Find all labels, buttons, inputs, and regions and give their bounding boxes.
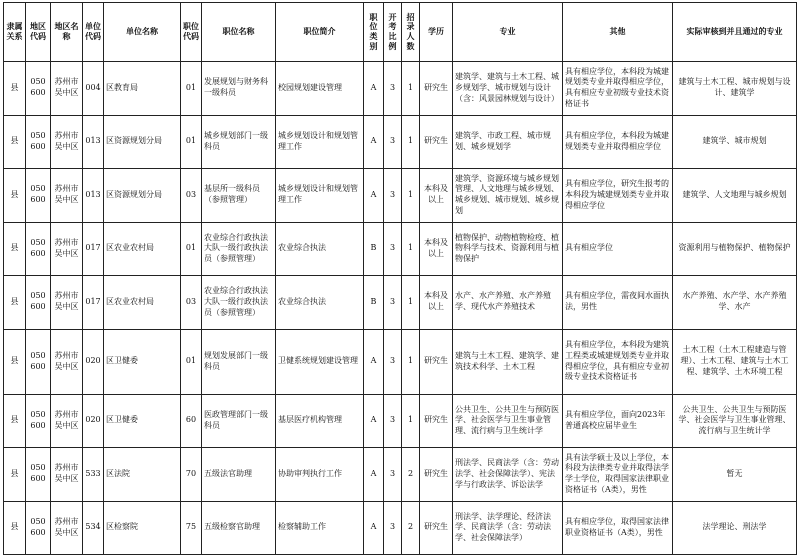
table-cell: 植物保护、动物植物检疫、植物科学与技术、资源利用与植物保护 xyxy=(453,222,563,276)
table-row xyxy=(4,329,797,394)
table-cell: 研究生 xyxy=(420,115,453,169)
table-cell: 3 xyxy=(384,394,402,448)
table-cell: 县 xyxy=(4,115,26,169)
header-cell: 学历 xyxy=(420,3,453,62)
table-cell: 建筑学、人文地理与城乡规划 xyxy=(673,169,797,223)
table-cell: 区资源规划分局 xyxy=(104,115,181,169)
table-cell: 3 xyxy=(384,501,402,555)
table-cell: 本科及以上 xyxy=(420,169,453,223)
table-cell: 01 xyxy=(181,115,202,169)
table-cell: 农业综合执法 xyxy=(276,276,364,330)
table-cell: 建筑与土木工程、城市规划与设计、建筑学 xyxy=(673,62,797,116)
table-cell: 1 xyxy=(402,329,420,394)
table-cell: 基层所一级科员（参照管理） xyxy=(202,169,276,223)
table-cell: 区卫健委 xyxy=(104,394,181,448)
table-cell: 研究生 xyxy=(420,62,453,116)
table-cell: 检察辅助工作 xyxy=(276,501,364,555)
table-cell: 1 xyxy=(402,115,420,169)
table-cell: 苏州市吴中区 xyxy=(51,169,83,223)
table-cell: A xyxy=(364,169,384,223)
table-cell: 校园规划建设管理 xyxy=(276,62,364,116)
table-cell: 75 xyxy=(181,501,202,555)
table-cell: 苏州市吴中区 xyxy=(51,276,83,330)
table-cell: 60 xyxy=(181,394,202,448)
header-cell: 职位代码 xyxy=(181,3,202,62)
table-cell: 3 xyxy=(384,62,402,116)
header-cell: 实际审核到并且通过的专业 xyxy=(673,3,797,62)
table-cell: 区资源规划分局 xyxy=(104,169,181,223)
table-cell: 具有相应学位，研究生报考的本科段为城建规划类专业并取得相应学位 xyxy=(563,169,673,223)
table-cell: 公共卫生、公共卫生与预防医学、社会医学与卫生事业管理、流行病与卫生统计学 xyxy=(673,394,797,448)
table-cell: 城乡规划设计和规划管理工作 xyxy=(276,115,364,169)
table-cell: 研究生 xyxy=(420,448,453,502)
table-cell: 建筑学、城市规划 xyxy=(673,115,797,169)
table-cell: 具有法学硕士及以上学位，本科段为法律类专业并取得法学学士学位，取得国家法律职业资格证书（A类），男性 xyxy=(563,448,673,502)
table-cell: 004 xyxy=(83,62,104,116)
table-row xyxy=(4,62,797,116)
table-cell: A xyxy=(364,501,384,555)
table-cell: 050600 xyxy=(26,62,51,116)
table-cell: A xyxy=(364,62,384,116)
table-cell: 水产、水产养殖、水产养殖学、现代水产养殖技术 xyxy=(453,276,563,330)
header-cell: 单位名称 xyxy=(104,3,181,62)
table-cell: 3 xyxy=(384,448,402,502)
table-cell: 020 xyxy=(83,394,104,448)
table-cell: 区教育局 xyxy=(104,62,181,116)
table-cell: 公共卫生、公共卫生与预防医学、社会医学与卫生事业管理、流行病与卫生统计学 xyxy=(453,394,563,448)
table-cell: 规划发展部门一级科员 xyxy=(202,329,276,394)
table-cell: 五级检察官助理 xyxy=(202,501,276,555)
table-cell: 县 xyxy=(4,222,26,276)
table-cell: 具有相应学位，本科段为建筑工程类或城建规划类专业并取得相应学位，具有相应专业初级专业技术资格证书 xyxy=(563,329,673,394)
table-cell: 013 xyxy=(83,115,104,169)
table-cell: 县 xyxy=(4,169,26,223)
table-cell: 土木工程（土木工程建造与管理）、土木工程、建筑与土木工程、建筑学、土木环境工程 xyxy=(673,329,797,394)
header-cell: 职位简介 xyxy=(276,3,364,62)
table-cell: 2 xyxy=(402,501,420,555)
table-cell: 研究生 xyxy=(420,329,453,394)
table-cell: 资源利用与植物保护、植物保护 xyxy=(673,222,797,276)
table-cell: 050600 xyxy=(26,329,51,394)
table-cell: 具有相应学位 xyxy=(563,222,673,276)
header-cell: 职位类别 xyxy=(364,3,384,62)
table-cell: 区农业农村局 xyxy=(104,276,181,330)
table-cell: 050600 xyxy=(26,501,51,555)
table-cell: 具有相应学位，取得国家法律职业资格证书（A类），男性 xyxy=(563,501,673,555)
table-cell: 020 xyxy=(83,329,104,394)
table-cell: A xyxy=(364,115,384,169)
table-cell: 70 xyxy=(181,448,202,502)
table-cell: 协助审判执行工作 xyxy=(276,448,364,502)
table-cell: 苏州市吴中区 xyxy=(51,501,83,555)
table-row xyxy=(4,276,797,330)
table-cell: 城乡规划设计和规划管理工作 xyxy=(276,169,364,223)
table-cell: 苏州市吴中区 xyxy=(51,222,83,276)
table-cell: 苏州市吴中区 xyxy=(51,115,83,169)
table-cell: 03 xyxy=(181,276,202,330)
table-cell: 050600 xyxy=(26,394,51,448)
table-row xyxy=(4,448,797,502)
table-cell: 苏州市吴中区 xyxy=(51,329,83,394)
table-cell: 法学理论、刑法学 xyxy=(673,501,797,555)
table-cell: 暂无 xyxy=(673,448,797,502)
table-cell: 农业综合执法 xyxy=(276,222,364,276)
header-cell: 专业 xyxy=(453,3,563,62)
table-cell: 3 xyxy=(384,222,402,276)
table-cell: 基层医疗机构管理 xyxy=(276,394,364,448)
table-cell: 534 xyxy=(83,501,104,555)
table-cell: A xyxy=(364,394,384,448)
table-cell: 03 xyxy=(181,169,202,223)
table-cell: 苏州市吴中区 xyxy=(51,394,83,448)
table-cell: 卫健系统规划建设管理 xyxy=(276,329,364,394)
table-cell: 3 xyxy=(384,169,402,223)
table-cell: 县 xyxy=(4,329,26,394)
table-cell: 建筑与土木工程、建筑学、建筑技术科学、土木工程 xyxy=(453,329,563,394)
table-cell: 研究生 xyxy=(420,501,453,555)
table-cell: 县 xyxy=(4,276,26,330)
table-cell: 建筑学、建筑与土木工程、城乡规划学、城市规划与设计（含：风景园林规划与设计） xyxy=(453,62,563,116)
header-cell: 地区名称 xyxy=(51,3,83,62)
table-cell: 具有相应学位，本科段为城建规划类专业并取得相应学位，具有相应专业初级专业技术资格证书 xyxy=(563,62,673,116)
table-row xyxy=(4,501,797,555)
table-cell: 县 xyxy=(4,62,26,116)
table-cell: 五级法官助理 xyxy=(202,448,276,502)
table-cell: 县 xyxy=(4,501,26,555)
table-row xyxy=(4,394,797,448)
table-cell: 050600 xyxy=(26,115,51,169)
header-row xyxy=(4,3,797,62)
table-cell: 3 xyxy=(384,329,402,394)
table-cell: 城乡规划部门一级科员 xyxy=(202,115,276,169)
table-cell: 1 xyxy=(402,222,420,276)
table-cell: 区法院 xyxy=(104,448,181,502)
table-cell: 区检察院 xyxy=(104,501,181,555)
table-row xyxy=(4,169,797,223)
table-cell: 苏州市吴中区 xyxy=(51,448,83,502)
table-cell: 农业综合行政执法大队一级行政执法员（参照管理） xyxy=(202,222,276,276)
table-cell: 具有相应学位，需夜间水面执法，男性 xyxy=(563,276,673,330)
table-cell: 农业综合行政执法大队一级行政执法员（参照管理） xyxy=(202,276,276,330)
table-cell: 533 xyxy=(83,448,104,502)
table-cell: A xyxy=(364,448,384,502)
table-cell: 1 xyxy=(402,276,420,330)
header-cell: 职位名称 xyxy=(202,3,276,62)
recruitment-table xyxy=(3,2,797,555)
header-cell: 招录人数 xyxy=(402,3,420,62)
table-cell: 具有相应学位，面向2023年普通高校应届毕业生 xyxy=(563,394,673,448)
table-cell: 050600 xyxy=(26,448,51,502)
table-cell: A xyxy=(364,329,384,394)
table-cell: 县 xyxy=(4,448,26,502)
table-row xyxy=(4,115,797,169)
header-cell: 地区代码 xyxy=(26,3,51,62)
table-cell: 01 xyxy=(181,62,202,116)
header-cell: 单位代码 xyxy=(83,3,104,62)
table-cell: 050600 xyxy=(26,276,51,330)
table-cell: 1 xyxy=(402,394,420,448)
table-cell: B xyxy=(364,222,384,276)
table-cell: 3 xyxy=(384,276,402,330)
table-cell: 2 xyxy=(402,448,420,502)
table-cell: 01 xyxy=(181,222,202,276)
table-cell: 具有相应学位，本科段为城建规划类专业并取得相应学位 xyxy=(563,115,673,169)
table-cell: 01 xyxy=(181,329,202,394)
table-cell: 县 xyxy=(4,394,26,448)
table-cell: 本科及以上 xyxy=(420,222,453,276)
table-cell: 刑法学、法学理论、经济法学、民商法学（含：劳动法学、社会保障法学） xyxy=(453,501,563,555)
table-cell: 1 xyxy=(402,62,420,116)
header-cell: 开考比例 xyxy=(384,3,402,62)
table-cell: 发展规划与财务科一级科员 xyxy=(202,62,276,116)
table-cell: 建筑学、市政工程、城市规划、城乡规划学 xyxy=(453,115,563,169)
table-cell: 区农业农村局 xyxy=(104,222,181,276)
header-cell: 隶属关系 xyxy=(4,3,26,62)
table-cell: 050600 xyxy=(26,169,51,223)
table-cell: 刑法学、民商法学（含：劳动法学、社会保障法学）、宪法学与行政法学、诉讼法学 xyxy=(453,448,563,502)
table-cell: 医政管理部门一级科员 xyxy=(202,394,276,448)
table-cell: 建筑学、资源环境与城乡规划管理、人文地理与城乡规划、城乡规划、城市规划、城乡规划 xyxy=(453,169,563,223)
table-cell: 017 xyxy=(83,276,104,330)
table-cell: 3 xyxy=(384,115,402,169)
table-cell: 水产养殖、水产学、水产养殖学、水产 xyxy=(673,276,797,330)
table-cell: 研究生 xyxy=(420,394,453,448)
table-cell: 1 xyxy=(402,169,420,223)
table-cell: 本科及以上 xyxy=(420,276,453,330)
table-cell: 017 xyxy=(83,222,104,276)
table-cell: B xyxy=(364,276,384,330)
table-cell: 区卫健委 xyxy=(104,329,181,394)
table-row xyxy=(4,222,797,276)
table-cell: 013 xyxy=(83,169,104,223)
header-cell: 其他 xyxy=(563,3,673,62)
table-cell: 050600 xyxy=(26,222,51,276)
table-cell: 苏州市吴中区 xyxy=(51,62,83,116)
